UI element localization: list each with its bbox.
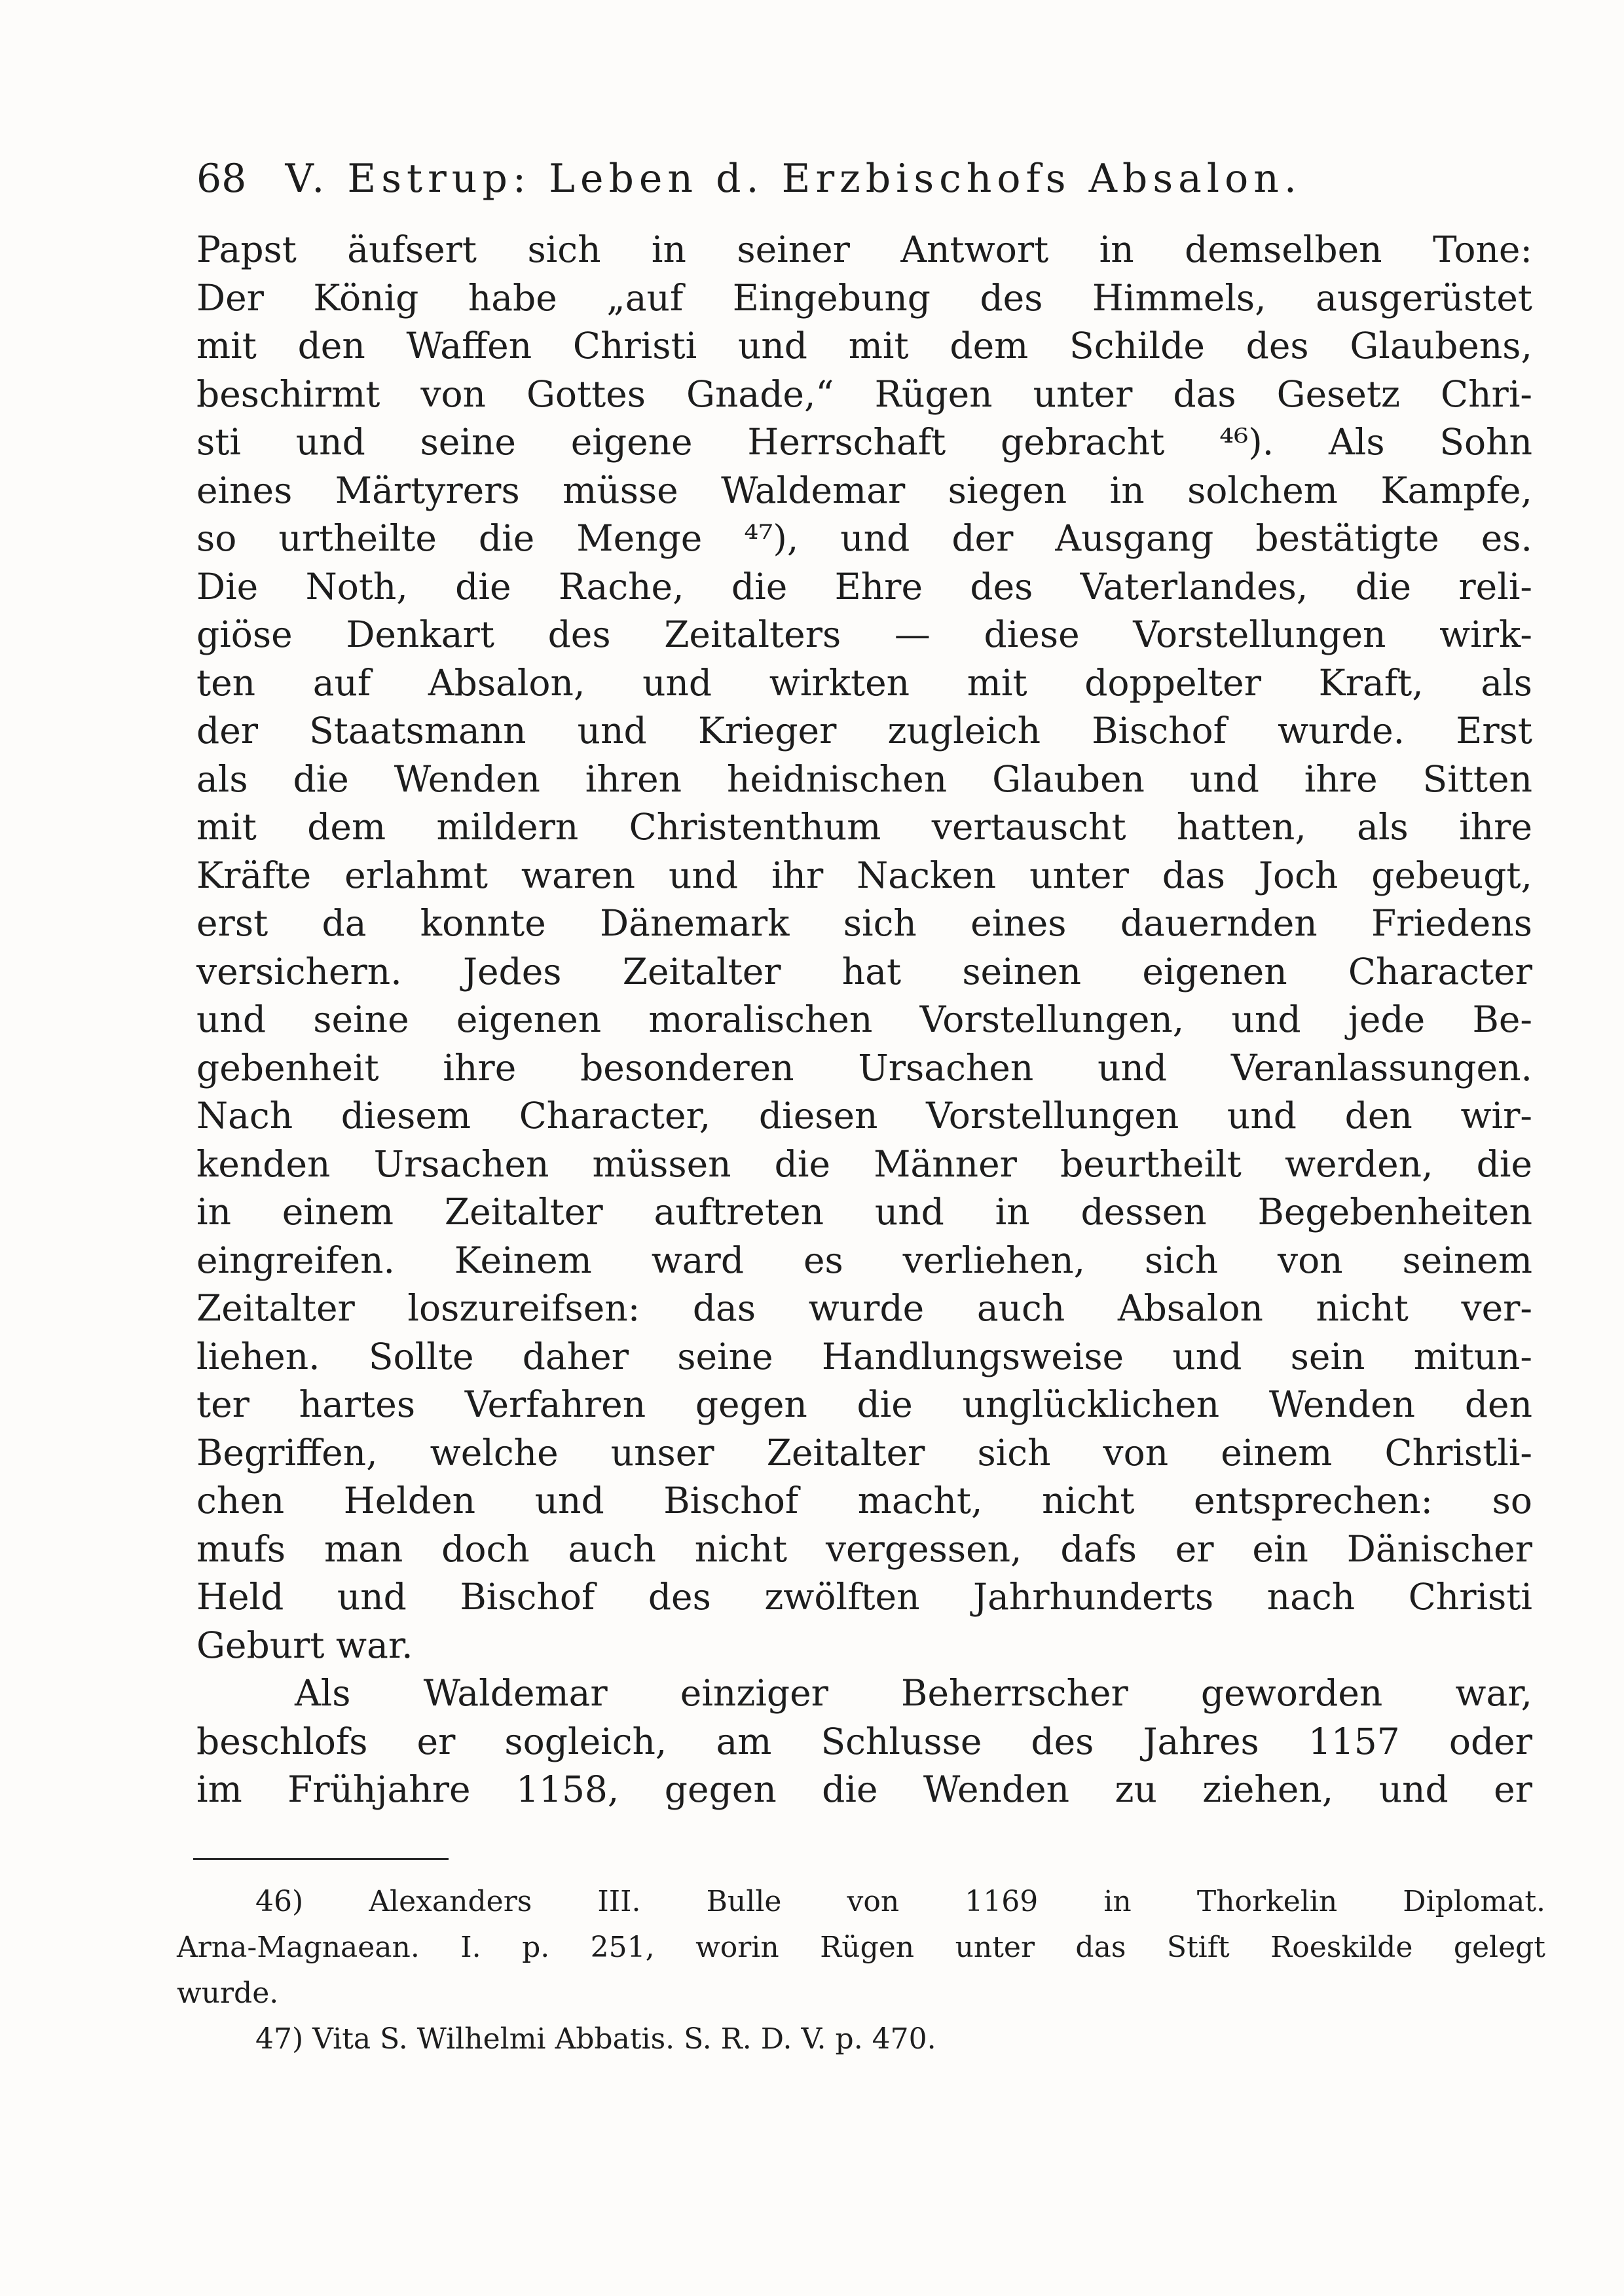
text-line: sti und seine eigene Herrschaft gebracht ⁴⁶). Als Sohn xyxy=(196,421,1532,463)
footnote-46-continuation: Arna-Magnaean. I. p. 251, worin Rügen unter das Stift Roeskilde gelegt xyxy=(177,1931,1545,1964)
page-number: 68 xyxy=(196,156,247,202)
text-line: in einem Zeitalter auftreten und in dessen Begebenheiten xyxy=(196,1191,1532,1233)
text-line: giöse Denkart des Zeitalters — diese Vorstellungen wirk- xyxy=(196,613,1532,655)
text-line: beschirmt von Gottes Gnade,“ Rügen unter das Gesetz Chri- xyxy=(196,373,1532,415)
footnote-47: 47) Vita S. Wilhelmi Abbatis. S. R. D. V. p. 470. xyxy=(255,2022,936,2056)
text-line: Die Noth, die Rache, die Ehre des Vaterlandes, die reli- xyxy=(196,565,1532,608)
paragraph-end-line: Geburt war. xyxy=(196,1624,413,1666)
text-line: Zeitalter loszureifsen: das wurde auch Absalon nicht ver- xyxy=(196,1287,1532,1329)
text-line: mit dem mildern Christenthum vertauscht hatten, als ihre xyxy=(196,806,1532,848)
footnote-divider xyxy=(193,1858,449,1860)
text-line: kenden Ursachen müssen die Männer beurtheilt werden, die xyxy=(196,1142,1532,1185)
text-line: und seine eigenen moralischen Vorstellungen, und jede Be- xyxy=(196,998,1532,1040)
text-line: erst da konnte Dänemark sich eines dauernden Friedens xyxy=(196,902,1532,944)
text-line: liehen. Sollte daher seine Handlungsweise und sein mitun- xyxy=(196,1335,1532,1377)
text-line: mit den Waffen Christi und mit dem Schilde des Glaubens, xyxy=(196,325,1532,367)
text-line: ten auf Absalon, und wirkten mit doppelter Kraft, als xyxy=(196,661,1532,704)
text-line: Begriffen, welche unser Zeitalter sich von einem Christli- xyxy=(196,1431,1532,1474)
text-line: beschlofs er sogleich, am Schlusse des Jahres 1157 oder xyxy=(196,1720,1532,1762)
text-line: der Staatsmann und Krieger zugleich Bischof wurde. Erst xyxy=(196,710,1532,752)
paragraph-start-line: Als Waldemar einziger Beherrscher geworden war, xyxy=(295,1672,1532,1714)
text-line: Kräfte erlahmt waren und ihr Nacken unter das Joch gebeugt, xyxy=(196,854,1532,896)
running-title: V. Estrup: Leben d. Erzbischofs Absalon. xyxy=(285,156,1302,202)
text-line: im Frühjahre 1158, gegen die Wenden zu ziehen, und er xyxy=(196,1768,1532,1810)
text-line: so urtheilte die Menge ⁴⁷), und der Ausgang bestätigte es. xyxy=(196,517,1532,559)
text-line: versichern. Jedes Zeitalter hat seinen eigenen Character xyxy=(196,950,1532,993)
text-line: Papst äufsert sich in seiner Antwort in demselben Tone: xyxy=(196,228,1532,270)
text-line: chen Helden und Bischof macht, nicht entsprechen: so xyxy=(196,1480,1532,1522)
text-line: eines Märtyrers müsse Waldemar siegen in solchem Kampfe, xyxy=(196,469,1532,511)
text-line: Held und Bischof des zwölften Jahrhunderts nach Christi xyxy=(196,1576,1532,1618)
running-header xyxy=(196,149,1513,208)
text-line: als die Wenden ihren heidnischen Glauben und ihre Sitten xyxy=(196,757,1532,800)
footnotes xyxy=(177,1879,1545,2062)
text-line: eingreifen. Keinem ward es verliehen, sich von seinem xyxy=(196,1239,1532,1281)
text-line: Nach diesem Character, diesen Vorstellungen und den wir- xyxy=(196,1095,1532,1137)
text-line: gebenheit ihre besonderen Ursachen und Veranlassungen. xyxy=(196,1046,1532,1089)
footnote-46-end: wurde. xyxy=(177,1977,279,2010)
text-line: ter hartes Verfahren gegen die unglücklichen Wenden den xyxy=(196,1383,1532,1425)
text-line: Der König habe „auf Eingebung des Himmels, ausgerüstet xyxy=(196,276,1532,319)
body-text xyxy=(196,226,1532,1814)
footnote-46: 46) Alexanders III. Bulle von 1169 in Thorkelin Diplomat. xyxy=(255,1885,1545,1918)
text-line: mufs man doch auch nicht vergessen, dafs er ein Dänischer xyxy=(196,1527,1532,1570)
